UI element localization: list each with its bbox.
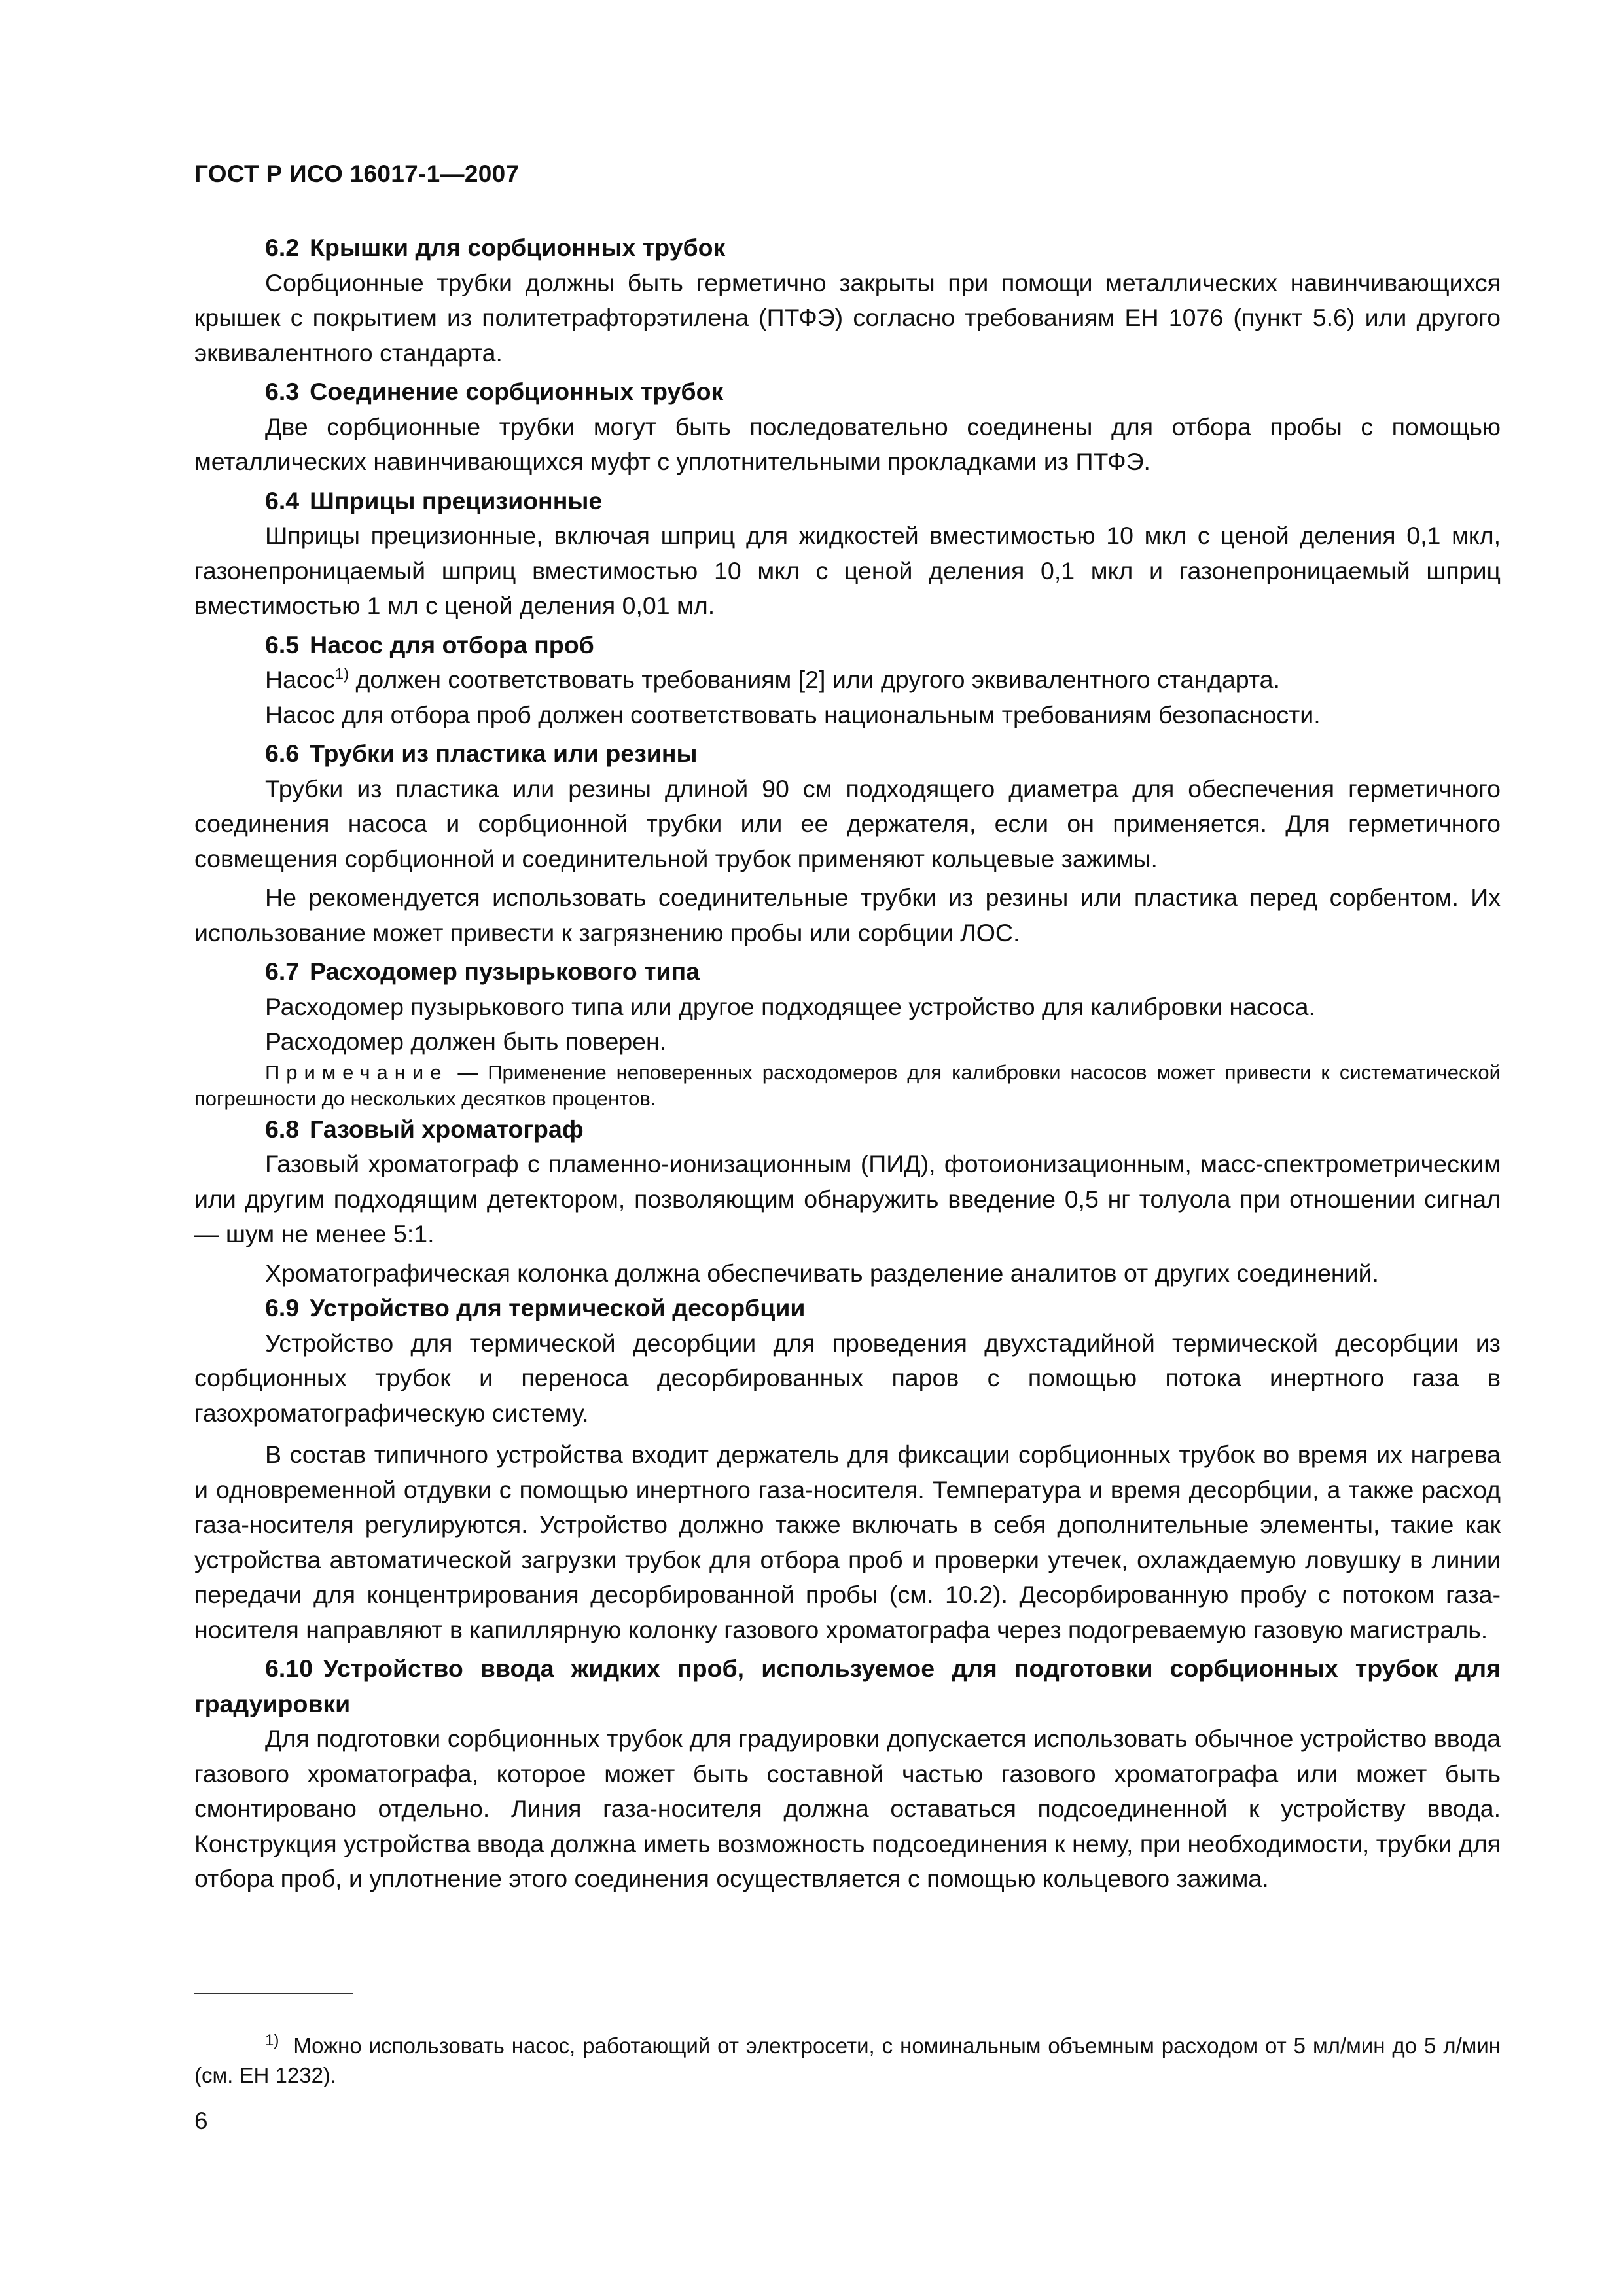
section-number: 6.5 (265, 630, 300, 658)
section-number: 6.2 (265, 234, 300, 261)
section-title: Устройство ввода жидких проб, используемое для подготовки сорбционных трубок для градуировки (194, 1655, 1501, 1717)
note-label: Примечание (265, 1060, 448, 1084)
section-number: 6.6 (265, 740, 300, 767)
paragraph-text: Насос (265, 666, 335, 693)
section-title: Крышки для сорбционных трубок (310, 234, 726, 261)
section-title: Соединение сорбционных трубок (310, 378, 724, 405)
section-heading-6-3 (194, 374, 1501, 410)
paragraph: Сорбционные трубки должны быть герметично закрыты при помощи металлических навинчивающихся крышек с покрытием из политетрафторэтилена (ПТФЭ) согласно требованиям ЕН 1076 (пункт 5.6) или другого эквивалентного стандарта. (194, 268, 1501, 367)
paragraph-text: должен соответствовать требованиям [2] или другого эквивалентного стандарта. (349, 666, 1280, 693)
paragraph: Хроматографическая колонка должна обеспечивать разделение аналитов от других соединений. (265, 1259, 1379, 1287)
paragraph: Устройство для термической десорбции для проведения двухстадийной термической десорбции из сорбционных трубок и переноса десорбированных паров с помощью потока инертного газа в газохроматографическую систему. (194, 1329, 1501, 1427)
section-number: 6.10 (265, 1655, 313, 1682)
note (194, 1060, 1501, 1112)
section-number: 6.9 (265, 1294, 300, 1321)
section-heading-6-6 (194, 736, 1501, 772)
paragraph: Расходомер должен быть поверен. (265, 1028, 667, 1055)
document-header: ГОСТ Р ИСО 16017-1—2007 (194, 160, 520, 187)
section-title: Шприцы прецизионные (310, 486, 603, 514)
section-heading-6-10 (194, 1651, 1501, 1721)
footnote-text: Можно использовать насос, работающий от электросети, с номинальным объемным расходом от 5 мл/мин до 5 л/мин (см. ЕН 1232). (194, 2034, 1501, 2087)
footnote-divider (194, 1993, 353, 1994)
section-heading-6-8 (194, 1112, 1501, 1147)
footnote-reference[interactable]: 1) (334, 665, 349, 683)
section-heading-6-5 (194, 628, 1501, 663)
paragraph: Расходомер пузырькового типа или другое подходящее устройство для калибровки насоса. (265, 992, 1315, 1020)
section-heading-6-9 (194, 1291, 1501, 1326)
section-title: Газовый хроматограф (310, 1115, 584, 1143)
section-number: 6.7 (265, 958, 300, 985)
section-heading-6-7 (194, 954, 1501, 990)
paragraph: Шприцы прецизионные, включая шприц для жидкостей вместимостью 10 мкл с ценой деления 0,1 мкл, газонепроницаемый шприц вместимостью 10 мкл с ценой деления 0,1 мкл и газонепроницаемый шприц вместимостью 1 мл с ценой деления 0,01 мл. (194, 522, 1501, 619)
paragraph: Для подготовки сорбционных трубок для градуировки допускается использовать обычное устройство ввода газового хроматографа, которое может быть составной частью газового хроматографа или может быть смонтировано отдельно. Линия газа-носителя должна оставаться подсоединенной к устройству ввода. Конструкция устройства ввода должна иметь возможность подсоединения к нему, при необходимости, трубки для отбора проб, и уплотнение этого соединения осуществляется с помощью кольцевого зажима. (194, 1725, 1501, 1892)
note-text: — Применение неповеренных расходомеров для калибровки насосов может привести к систематической погрешности до нескольких десятков процентов. (194, 1060, 1501, 1110)
paragraph: Не рекомендуется использовать соединительные трубки из резины или пластика перед сорбентом. Их использование может привести к загрязнению пробы или сорбции ЛОС. (194, 884, 1501, 946)
paragraph: Трубки из пластика или резины длиной 90 см подходящего диаметра для обеспечения герметичного соединения насоса и сорбционной трубки или ее держателя, если он применяется. Для герметичного совмещения сорбционной и соединительной трубок применяют кольцевые зажимы. (194, 774, 1501, 872)
paragraph (194, 662, 1501, 698)
page-number: 6 (194, 2108, 208, 2134)
paragraph: Газовый хроматограф с пламенно-ионизационным (ПИД), фотоионизационным, масс-спектрометрическим или другим подходящим детектором, позволяющим обнаружить введение 0,5 нг толуола при отношении сигнал — шум не менее 5:1. (194, 1150, 1501, 1247)
paragraph: В состав типичного устройства входит держатель для фиксации сорбционных трубок во время их нагрева и одновременной отдувки с помощью инертного газа-носителя. Температура и время десорбции, а также расход газа-носителя регулируются. Устройство должно также включать в себя дополнительные элементы, такие как устройства автоматической загрузки трубок для отбора проб и проверки утечек, охлаждаемую ловушку в линии передачи для концентрирования десорбированной пробы (см. 10.2). Десорбированную пробу с потоком газа-носителя направляют в капиллярную колонку газового хроматографа через подогреваемую газовую магистраль. (194, 1441, 1501, 1643)
section-title: Насос для отбора проб (310, 630, 594, 658)
section-heading-6-2 (194, 230, 1501, 266)
section-number: 6.3 (265, 378, 300, 405)
section-heading-6-4 (194, 484, 1501, 519)
section-title: Устройство для термической десорбции (310, 1294, 806, 1321)
paragraph: Насос для отбора проб должен соответствовать национальным требованиям безопасности. (265, 700, 1321, 728)
section-number: 6.4 (265, 486, 300, 514)
section-title: Трубки из пластика или резины (310, 740, 698, 767)
section-title: Расходомер пузырькового типа (310, 958, 700, 985)
paragraph: Две сорбционные трубки могут быть последовательно соединены для отбора пробы с помощью металлических навинчивающихся муфт с уплотнительными прокладками из ПТФЭ. (194, 412, 1501, 475)
footnote (194, 2031, 1501, 2090)
section-number: 6.8 (265, 1115, 300, 1143)
footnote-marker: 1) (265, 2032, 279, 2049)
document-body (194, 230, 1501, 1897)
